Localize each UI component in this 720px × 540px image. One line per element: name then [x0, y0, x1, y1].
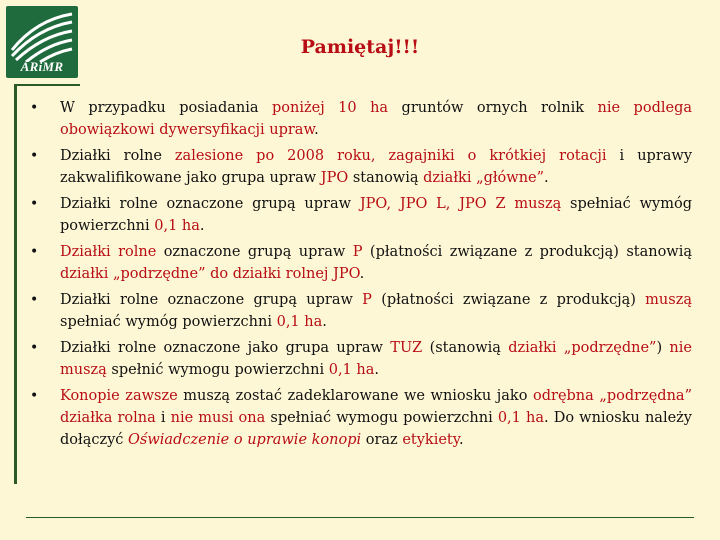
- highlighted-text: poniżej 10 ha: [271, 100, 389, 116]
- body-text: Działki rolne: [60, 148, 175, 164]
- highlighted-text: 0,1 ha: [154, 218, 200, 234]
- bullet-marker: •: [30, 100, 39, 116]
- bullet-item: [28, 145, 692, 189]
- bullet-marker: •: [30, 148, 39, 164]
- body-text: .: [374, 362, 379, 378]
- body-text: i: [155, 410, 171, 426]
- top-divider: [14, 84, 80, 86]
- body-text: ): [656, 340, 670, 356]
- highlighted-text: 0,1 ha: [497, 410, 544, 426]
- body-text: Działki rolne oznaczone grupą upraw: [60, 196, 360, 212]
- body-text: .: [322, 314, 327, 330]
- body-text: spełniać wymogu powierzchni: [265, 410, 498, 426]
- body-text: W przypadku posiadania: [60, 100, 272, 116]
- bullet-marker: •: [30, 388, 39, 404]
- bullet-marker: •: [30, 340, 39, 356]
- body-text: spełniać wymóg powierzchni: [60, 314, 277, 330]
- bottom-divider: [26, 517, 694, 518]
- body-text: oraz: [361, 432, 403, 448]
- body-text: Działki rolne oznaczone grupą upraw: [60, 292, 363, 308]
- logo-wordmark: ARiMR: [20, 59, 64, 74]
- highlighted-text: zalesione po 2008 roku, zagajniki o krótkiej rotacji: [174, 148, 607, 164]
- highlighted-text: Działki rolne: [60, 244, 157, 260]
- body-text: .: [544, 170, 549, 186]
- bullet-item: [28, 385, 692, 451]
- bullet-list: [28, 97, 692, 455]
- body-text: .: [459, 432, 464, 448]
- highlighted-text: działki „główne”: [423, 170, 545, 186]
- body-text: (płatności związane z produkcją): [371, 292, 646, 308]
- bullet-marker: •: [30, 196, 39, 212]
- bullet-item: [28, 241, 692, 285]
- body-text: stanowią: [348, 170, 424, 186]
- highlighted-text: nie podlega obowiązkowi dywersyfikacji upraw: [60, 100, 692, 138]
- body-text: i uprawy zakwalifikowane jako grupa upraw: [60, 148, 693, 186]
- highlighted-text: JPO, JPO L, JPO Z muszą: [359, 196, 562, 212]
- bullet-marker: •: [30, 292, 39, 308]
- bullet-item: [28, 193, 692, 237]
- highlighted-text: muszą: [645, 292, 692, 308]
- highlighted-text: działki „podrzędne”: [508, 340, 657, 356]
- highlighted-text: Konopie zawsze: [60, 388, 178, 404]
- highlighted-text: TUZ: [390, 340, 423, 356]
- highlighted-text: nie musi ona: [170, 410, 266, 426]
- highlighted-text: działki „podrzędne” do działki rolnej JPO: [60, 266, 360, 282]
- highlighted-text: nie muszą: [60, 340, 692, 378]
- highlighted-text: P: [352, 244, 363, 260]
- body-text: muszą zostać zadeklarowane we wniosku jako: [177, 388, 533, 404]
- bullet-item: [28, 289, 692, 333]
- highlighted-text: odrębna „podrzędna” działka rolna: [60, 388, 692, 426]
- page-title: Pamiętaj!!!: [300, 36, 420, 58]
- highlighted-text: 0,1 ha: [276, 314, 323, 330]
- body-text: oznaczone grupą upraw: [156, 244, 353, 260]
- highlighted-text: Oświadczenie o uprawie konopi: [128, 432, 362, 448]
- body-text: .: [314, 122, 319, 138]
- body-text: spełnić wymogu powierzchni: [106, 362, 329, 378]
- bullet-item: [28, 337, 692, 381]
- body-text: Działki rolne oznaczone jako grupa upraw: [60, 340, 391, 356]
- body-text: . Do wniosku należy dołączyć: [60, 410, 692, 448]
- body-text: .: [359, 266, 365, 282]
- highlighted-text: etykiety: [402, 432, 460, 448]
- body-text: .: [199, 218, 205, 234]
- highlighted-text: JPO: [320, 170, 349, 186]
- body-text: (płatności związane z produkcją) stanowią: [362, 244, 693, 260]
- highlighted-text: P: [362, 292, 372, 308]
- bullet-item: [28, 97, 692, 141]
- body-text: gruntów ornych rolnik: [388, 100, 598, 116]
- highlighted-text: 0,1 ha: [328, 362, 375, 378]
- bullet-marker: •: [30, 244, 39, 260]
- body-text: (stanowią: [422, 340, 509, 356]
- left-accent-bar: [14, 84, 17, 484]
- body-text: spełniać wymóg powierzchni: [60, 196, 692, 234]
